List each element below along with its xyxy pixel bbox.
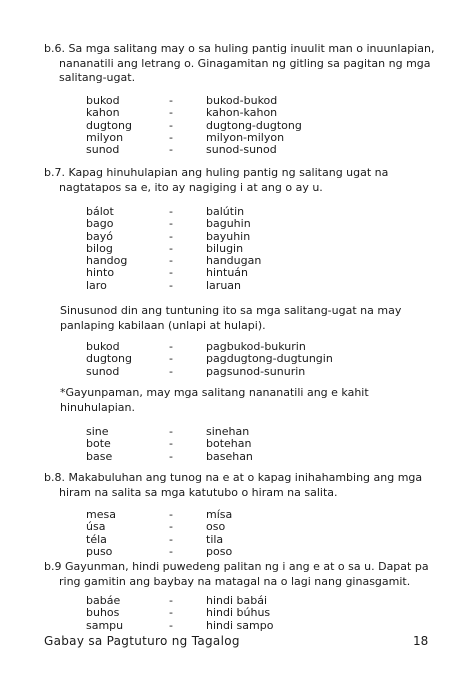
example-list-b6 [86,95,406,156]
derived-word: milyon-milyon [206,130,285,144]
derived-word: basehan [206,449,253,463]
derived-word: sunod-sunod [206,143,277,157]
derived-word: bukod-bukod [206,94,278,107]
dash: - [169,254,173,268]
example-row [86,534,406,546]
derived-word: hindi sampo [206,618,274,632]
dash: - [169,532,173,546]
dash: - [169,425,173,438]
dash: - [169,340,173,353]
derived-word: mísa [206,508,233,521]
example-row [86,509,406,521]
root-word: hinto [86,266,115,280]
text-line: salitang-ugat. [59,71,136,84]
example-row [86,267,406,279]
derived-word: botehan [206,437,252,451]
dash: - [169,143,173,157]
root-word: puso [86,544,113,558]
root-word: sine [86,425,109,438]
example-list-b9 [86,595,406,632]
text-line: Sinusunod din ang tuntuning ito sa mga salitang-ugat na may [60,304,402,317]
rule-b9-text [44,560,429,589]
dash: - [169,352,173,366]
dash: - [169,94,173,107]
derived-word: hindi búhus [206,606,271,620]
derived-word: laruan [206,278,242,292]
dash: - [169,594,173,607]
derived-word: pagbukod-bukurin [206,340,306,353]
dash: - [169,217,173,231]
dash: - [169,508,173,521]
text-line: nananatili ang letrang o. Ginagamitan ng gitling sa pagitan ng mga [59,56,431,70]
text-line: b.6. Sa mga salitang may o sa huling pantig inuulit man o inuunlapian, [44,42,435,55]
example-row [86,620,406,632]
root-word: bálot [86,205,114,218]
text-line: *Gayunpaman, may mga salitang nananatili ang e kahit [60,386,369,399]
dash: - [169,229,173,243]
dash: - [169,520,173,534]
rule-b7-text [44,166,388,195]
dash: - [169,618,173,632]
example-row [86,438,406,450]
rule-b7-note-text [60,304,401,333]
root-word: úsa [86,520,106,534]
root-word: bukod [86,94,120,107]
root-word: laro [86,278,107,292]
dash: - [169,449,173,463]
root-word: dugtong [86,352,132,366]
root-word: bilog [86,241,113,255]
root-word: bote [86,437,111,451]
example-row [86,280,406,292]
derived-word: hindi babái [206,594,268,607]
example-row [86,353,406,365]
dash: - [169,106,173,120]
root-word: sunod [86,143,120,157]
dash: - [169,130,173,144]
dash: - [169,266,173,280]
example-row [86,366,406,378]
page-number: 18 [413,634,429,648]
dash: - [169,278,173,292]
text-line: b.8. Makabuluhan ang tunog na e at o kapag inihahambing ang mga [44,471,423,484]
derived-word: hintuán [206,266,248,280]
example-row [86,231,406,243]
example-row [86,607,406,619]
dash: - [169,241,173,255]
derived-word: dugtong-dugtong [206,118,302,132]
derived-word: oso [206,520,226,534]
text-line: b.7. Kapag hinuhulapian ang huling pantig ng salitang ugat na [44,166,389,179]
example-list-affix [86,341,406,378]
root-word: handog [86,254,128,268]
derived-word: pagsunod-sunurin [206,364,306,378]
derived-word: pagdugtong-dugtungin [206,352,333,366]
root-word: sunod [86,364,120,378]
example-row [86,521,406,533]
derived-word: bayuhin [206,229,251,243]
derived-word: baguhin [206,217,251,231]
dash: - [169,437,173,451]
text-line: hinuhulapian. [60,400,135,414]
derived-word: bilugin [206,241,244,255]
text-line: b.9 Gayunman, hindi puwedeng palitan ng i ang e at o sa u. Dapat pa [44,560,429,573]
derived-word: sinehan [206,425,250,438]
dash: - [169,118,173,132]
root-word: mesa [86,508,116,521]
root-word: babáe [86,594,121,607]
example-list-exception [86,426,406,463]
root-word: base [86,449,113,463]
root-word: dugtong [86,118,132,132]
exception-note-text [60,386,369,415]
derived-word: tila [206,532,224,546]
text-line: panlaping kabilaan (unlapi at hulapi). [60,318,266,332]
root-word: bukod [86,340,120,353]
dash: - [169,364,173,378]
text-line: ring gamitin ang baybay na matagal na o lagi nang ginasgamit. [59,574,411,588]
example-list-b8 [86,509,406,558]
root-word: bago [86,217,114,231]
text-line: nagtatapos sa e, ito ay nagiging i at ang o ay u. [59,180,323,194]
text-line: hiram na salita sa mga katutubo o hiram na salita. [59,485,338,499]
footer-title: Gabay sa Pagtuturo ng Tagalog [44,634,240,648]
root-word: buhos [86,606,120,620]
root-word: sampu [86,618,124,632]
rule-b8-text [44,471,422,500]
example-row [86,107,406,119]
derived-word: balútin [206,205,245,218]
derived-word: handugan [206,254,262,268]
rule-b6-text [44,42,434,86]
example-list-b7 [86,206,406,292]
example-row [86,546,406,558]
example-row [86,218,406,230]
root-word: milyon [86,130,124,144]
derived-word: poso [206,544,233,558]
dash: - [169,606,173,620]
derived-word: kahon-kahon [206,106,278,120]
example-row [86,451,406,463]
example-row [86,144,406,156]
dash: - [169,544,173,558]
dash: - [169,205,173,218]
root-word: kahon [86,106,120,120]
root-word: bayó [86,229,113,243]
root-word: téla [86,532,107,546]
